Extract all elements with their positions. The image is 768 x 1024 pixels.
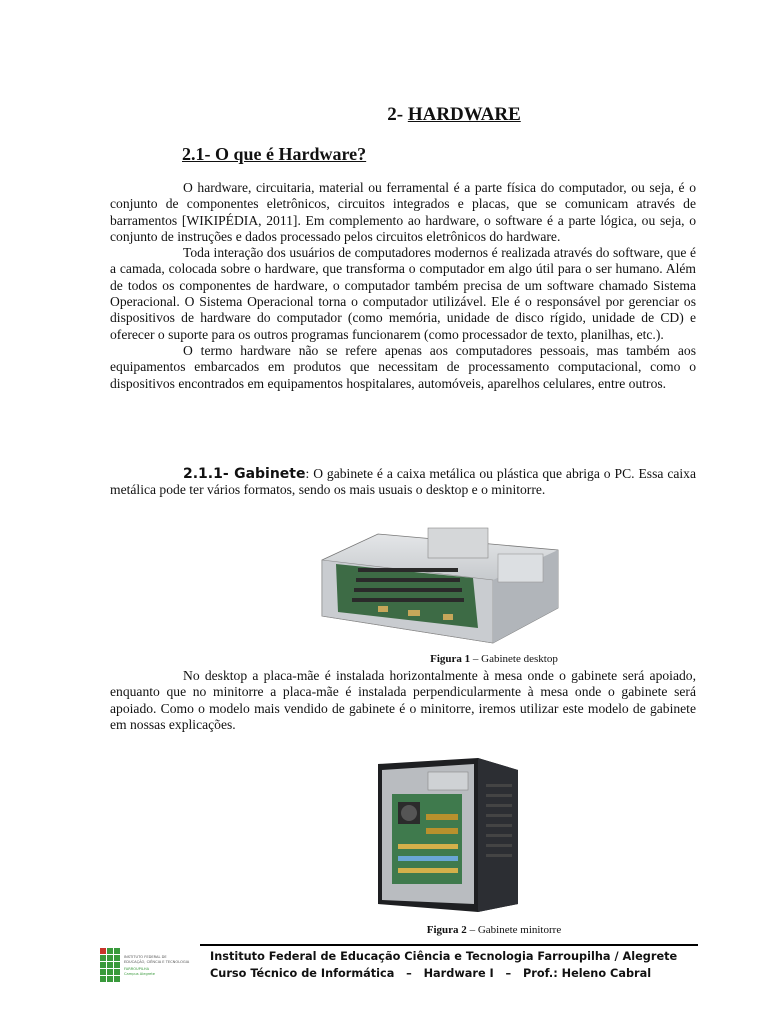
chapter-name: HARDWARE	[407, 104, 521, 125]
gabinete-paragraph	[110, 466, 696, 499]
subsection-title: 2.1.1- Gabinete	[183, 466, 306, 482]
section-title: 2.1- O que é Hardware?	[182, 144, 367, 164]
intro-text	[110, 180, 696, 392]
figure-2-text: – Gabinete minitorre	[466, 924, 562, 936]
chapter-title	[0, 104, 768, 126]
figure-1-text: – Gabinete desktop	[470, 653, 558, 665]
minitower-case-image	[358, 754, 522, 912]
paragraph: Toda interação dos usuários de computadores modernos é realizada através do software, que é a camada, colocada sobre o hardware, que transforma o computador em algo útil para o ser humano. Além de todos os componentes de hardware, o computador também precisa de um software chamado Sistema Operacional. O Sistema Operacional torna o computador utilizável. Ele é o responsável por gerenciar os dispositivos de hardware do computador (como memória, unidade de disco rígido, unidade de CD) e oferecer o suporte para os outros programas funcionarem (como processador de texto, planilhas, etc.).	[110, 245, 696, 342]
figure-1-caption	[110, 653, 768, 665]
paragraph: No desktop a placa-mãe é instalada horizontalmente à mesa onde o gabinete será apoiado, enquanto que no minitorre a placa-mãe é instalada perpendicularmente à mesa onde o gabinete será apoiado. Como o modelo mais vendido de gabinete é o minitorre, iremos utilizar este modelo de gabinete em nossas explicações.	[110, 668, 696, 732]
figure-2-label: Figura 2	[426, 924, 467, 936]
footer-institution: Instituto Federal de Educação Ciência e Tecnologia Farroupilha / Alegrete	[210, 950, 678, 963]
gabinete-text: : O gabinete é a caixa metálica ou plástica que abriga o PC. Essa caixa metálica pode ter vários formatos, sendo os mais usuais o desktop e o minitorre.	[110, 466, 696, 498]
chapter-number: 2-	[387, 104, 404, 125]
figure-2-caption	[110, 924, 768, 936]
paragraph: O termo hardware não se refere apenas aos computadores pessoais, mas também aos equipamentos embarcados em produtos que necessitam de processamento computacional, como o dispositivos encontrados em equipamentos hospitalares, automóveis, aparelhos celulares, entre outros.	[110, 342, 696, 391]
placa-paragraph	[110, 668, 696, 733]
footer-divider	[200, 944, 698, 946]
figure-1-label: Figura 1	[430, 653, 471, 665]
svg-text:INSTITUTO FEDERAL DE: INSTITUTO FEDERAL DE	[124, 955, 167, 959]
paragraph: O hardware, circuitaria, material ou ferramental é a parte física do computador, ou seja, é o conjunto de componentes eletrônicos, circuitos integrados e placas, que se comunicam através de barramentos [WIKIPÉDIA, 2011]. Em complemento ao hardware, o software é a parte lógica, ou seja, o conjunto de instruções e dados processado pelos circuitos eletrônicos do hardware.	[110, 180, 696, 244]
svg-text:EDUCAÇÃO, CIÊNCIA E TECNOLOGIA: EDUCAÇÃO, CIÊNCIA E TECNOLOGIA	[124, 960, 190, 964]
desktop-case-image	[318, 520, 563, 645]
institute-logo	[100, 946, 196, 986]
svg-text:Campus Alegrete: Campus Alegrete	[124, 972, 155, 976]
svg-text:FARROUPILHA: FARROUPILHA	[124, 967, 150, 971]
footer-course: Curso Técnico de Informática – Hardware I – Prof.: Heleno Cabral	[210, 967, 652, 980]
